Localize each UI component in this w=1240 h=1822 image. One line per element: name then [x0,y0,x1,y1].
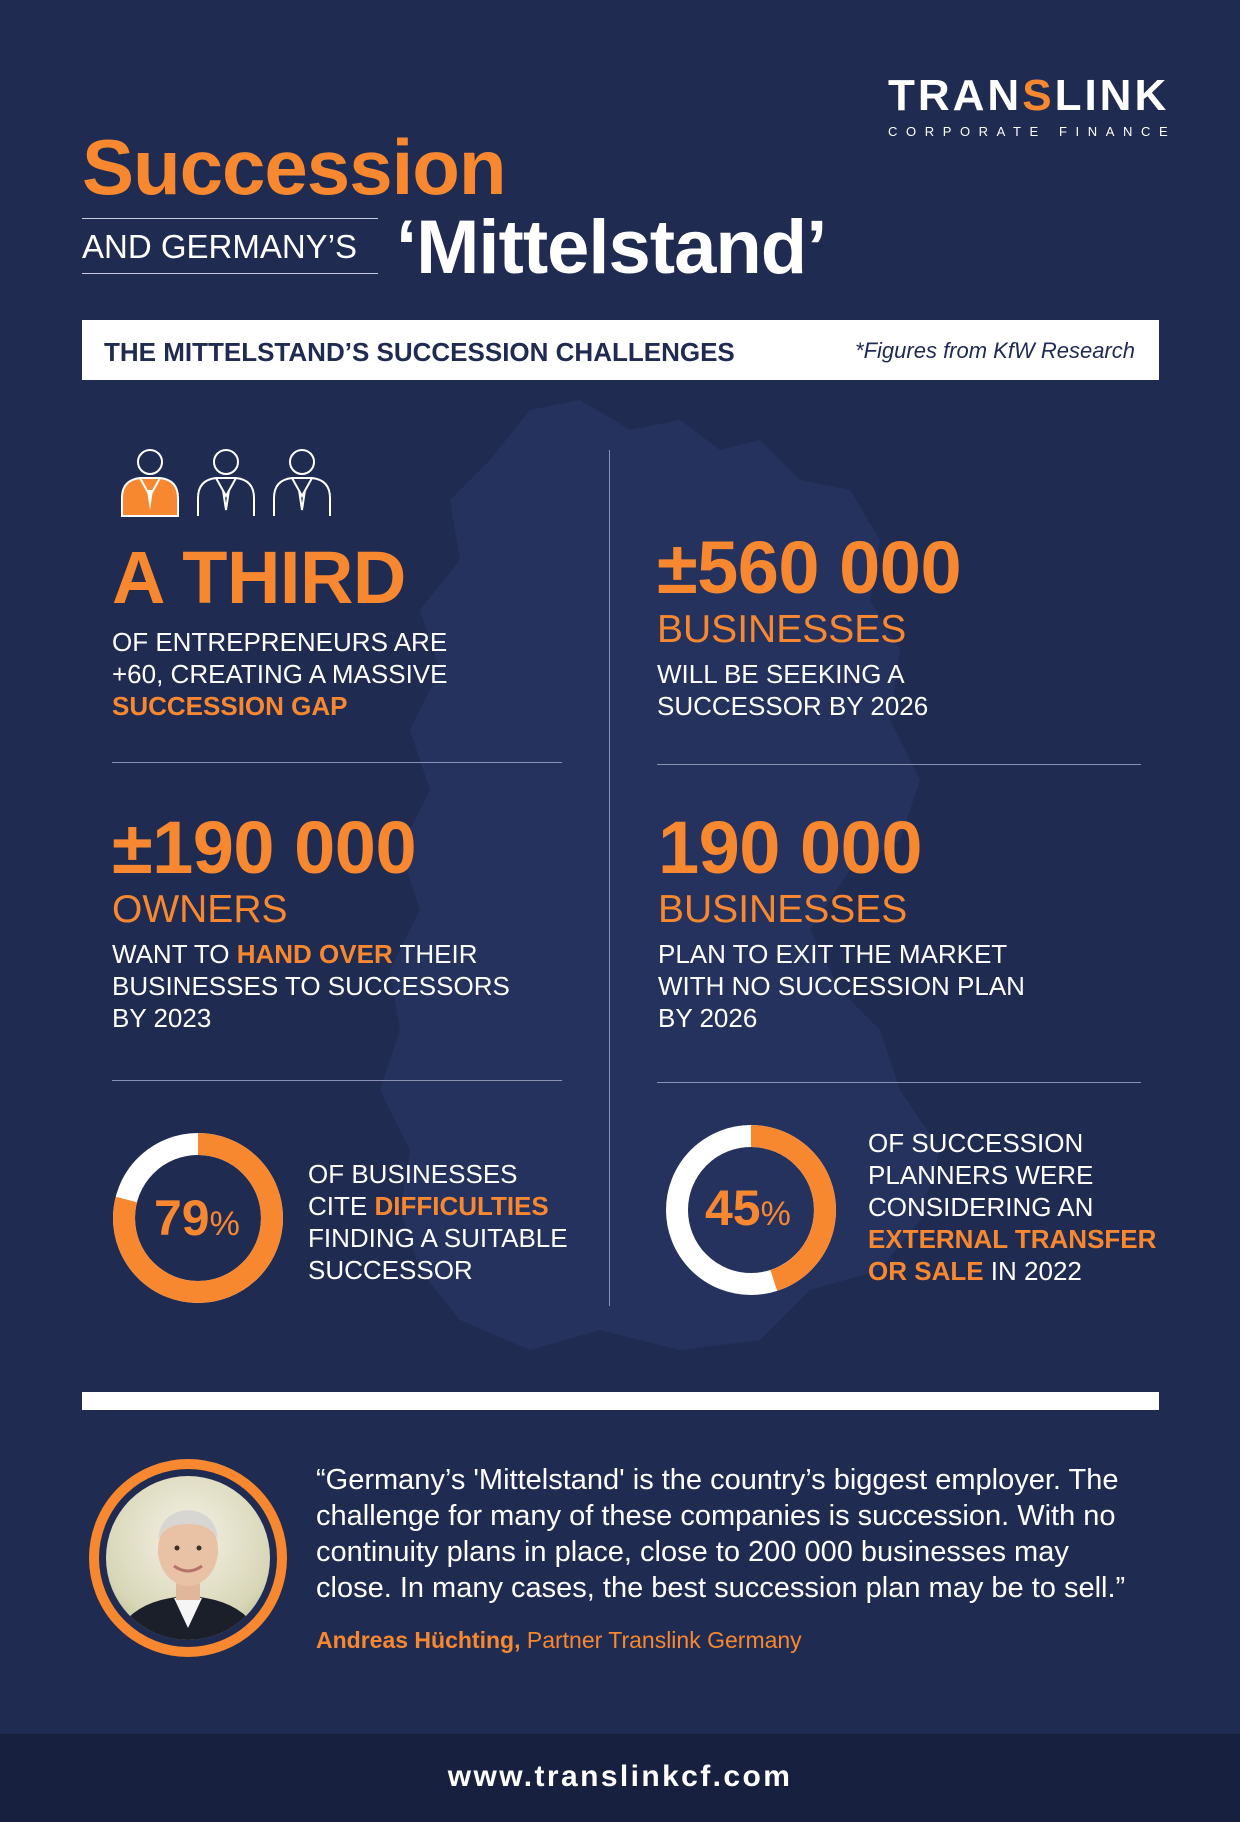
quote-text [316,1462,1166,1606]
stat-190k-owners-description [112,938,592,1034]
logo-part-3: LINK [1054,71,1170,120]
title-succession: Succession [82,123,506,211]
donut-45-percent [663,1122,839,1298]
difficulties-highlight: DIFFICULTIES [374,1191,549,1221]
stat-190k-owners-number: ±190 000 [112,806,417,889]
stat-190k-businesses-label: BUSINESSES [658,888,908,931]
donut-79-symbol: % [209,1205,240,1243]
section-separator-bar [82,1392,1159,1410]
quote-line3: continuity plans in place, close to 200 000 businesses may [316,1536,1069,1568]
person-icon-outline-2 [274,450,330,516]
donut-45-number: 45 [705,1180,761,1236]
divider-left-1 [112,762,562,763]
stat-a-third-description [112,626,582,722]
logo-subtitle: CORPORATE FINANCE [888,124,1177,139]
stat-a-third [112,538,582,722]
external-line3: CONSIDERING AN [868,1192,1094,1222]
divider-left-2 [112,1080,562,1081]
logo-s-mark: S [1022,71,1055,120]
stat-external-description [868,1127,1168,1287]
stat-560k-number: ±560 000 [657,526,962,609]
owners-line1-highlight: HAND OVER [236,939,393,969]
person-icon-outline-1 [198,450,254,516]
donut-79-label [154,1190,240,1252]
quote-line2: challenge for many of these companies is succession. With no [316,1500,1116,1532]
stat-a-third-line1: OF ENTREPRENEURS ARE [112,627,448,657]
footer [0,1734,1240,1822]
businesses-190k-line2: WITH NO SUCCESSION PLAN [658,971,1025,1001]
owners-line1-post: THEIR [392,939,478,969]
difficulties-line3: FINDING A SUITABLE [308,1223,568,1253]
author-name: Andreas Hüchting, [316,1627,521,1653]
entrepreneurs-icon [118,446,336,518]
section-banner [82,320,1159,380]
stat-190k-owners [112,808,592,1034]
stat-difficulties-description [308,1158,608,1286]
banner-heading: THE MITTELSTAND’S SUCCESSION CHALLENGES [104,337,735,367]
stat-190k-businesses-description [658,938,1158,1034]
stat-560k-description [657,658,1157,722]
owners-line1-pre: WANT TO [112,939,237,969]
divider-right-2 [657,1082,1141,1083]
stat-a-third-highlight: SUCCESSION GAP [112,691,348,721]
external-line1: OF SUCCESSION [868,1128,1084,1158]
person-icon-orange [122,450,178,516]
stat-560k-line2: SUCCESSOR BY 2026 [657,691,929,721]
stat-560k-label: BUSINESSES [657,608,907,651]
quote-author [316,1627,802,1654]
divider-right-1 [657,764,1141,765]
external-line2: PLANNERS WERE [868,1160,1094,1190]
external-highlight-2: OR SALE [868,1256,984,1286]
donut-45-symbol: % [760,1195,791,1233]
title-subline-box [82,218,378,274]
businesses-190k-line3: BY 2026 [658,1003,758,1033]
difficulties-line4: SUCCESSOR [308,1255,473,1285]
quote-line1: “Germany’s 'Mittelstand' is the country’s biggest employer. The [316,1464,1119,1496]
stat-190k-businesses-number: 190 000 [658,806,922,889]
avatar [88,1458,288,1658]
logo-wordmark [888,72,1168,120]
translink-logo [888,71,1177,139]
quote-line4: close. In many cases, the best succession plan may be to sell.” [316,1572,1126,1604]
donut-79-number: 79 [154,1190,210,1246]
difficulties-line1: OF BUSINESSES [308,1159,518,1189]
author-role: Partner Translink Germany [520,1627,802,1653]
banner-source-note: *Figures from KfW Research [855,338,1135,363]
difficulties-line2-pre: CITE [308,1191,375,1221]
footer-website-link[interactable]: www.translinkcf.com [447,1760,793,1793]
owners-line2: BUSINESSES TO SUCCESSORS [112,971,510,1001]
external-highlight-1: EXTERNAL TRANSFER [868,1224,1157,1254]
logo-part-1: TRAN [888,71,1023,120]
external-line5-post: IN 2022 [983,1256,1082,1286]
title-mittelstand: ‘Mittelstand’ [396,205,827,290]
donut-45-label [705,1180,791,1242]
stat-560k-businesses [657,528,1157,722]
stat-a-third-headline: A THIRD [112,536,406,619]
stat-a-third-line2: +60, CREATING A MASSIVE [112,659,448,689]
stat-560k-line1: WILL BE SEEKING A [657,659,905,689]
vertical-divider [609,450,610,1306]
donut-79-percent [110,1130,286,1306]
stat-190k-owners-label: OWNERS [112,888,288,931]
stat-190k-businesses [658,808,1158,1034]
owners-line3: BY 2023 [112,1003,212,1033]
businesses-190k-line1: PLAN TO EXIT THE MARKET [658,939,1008,969]
title-and-germanys: AND GERMANY’S [82,228,358,265]
